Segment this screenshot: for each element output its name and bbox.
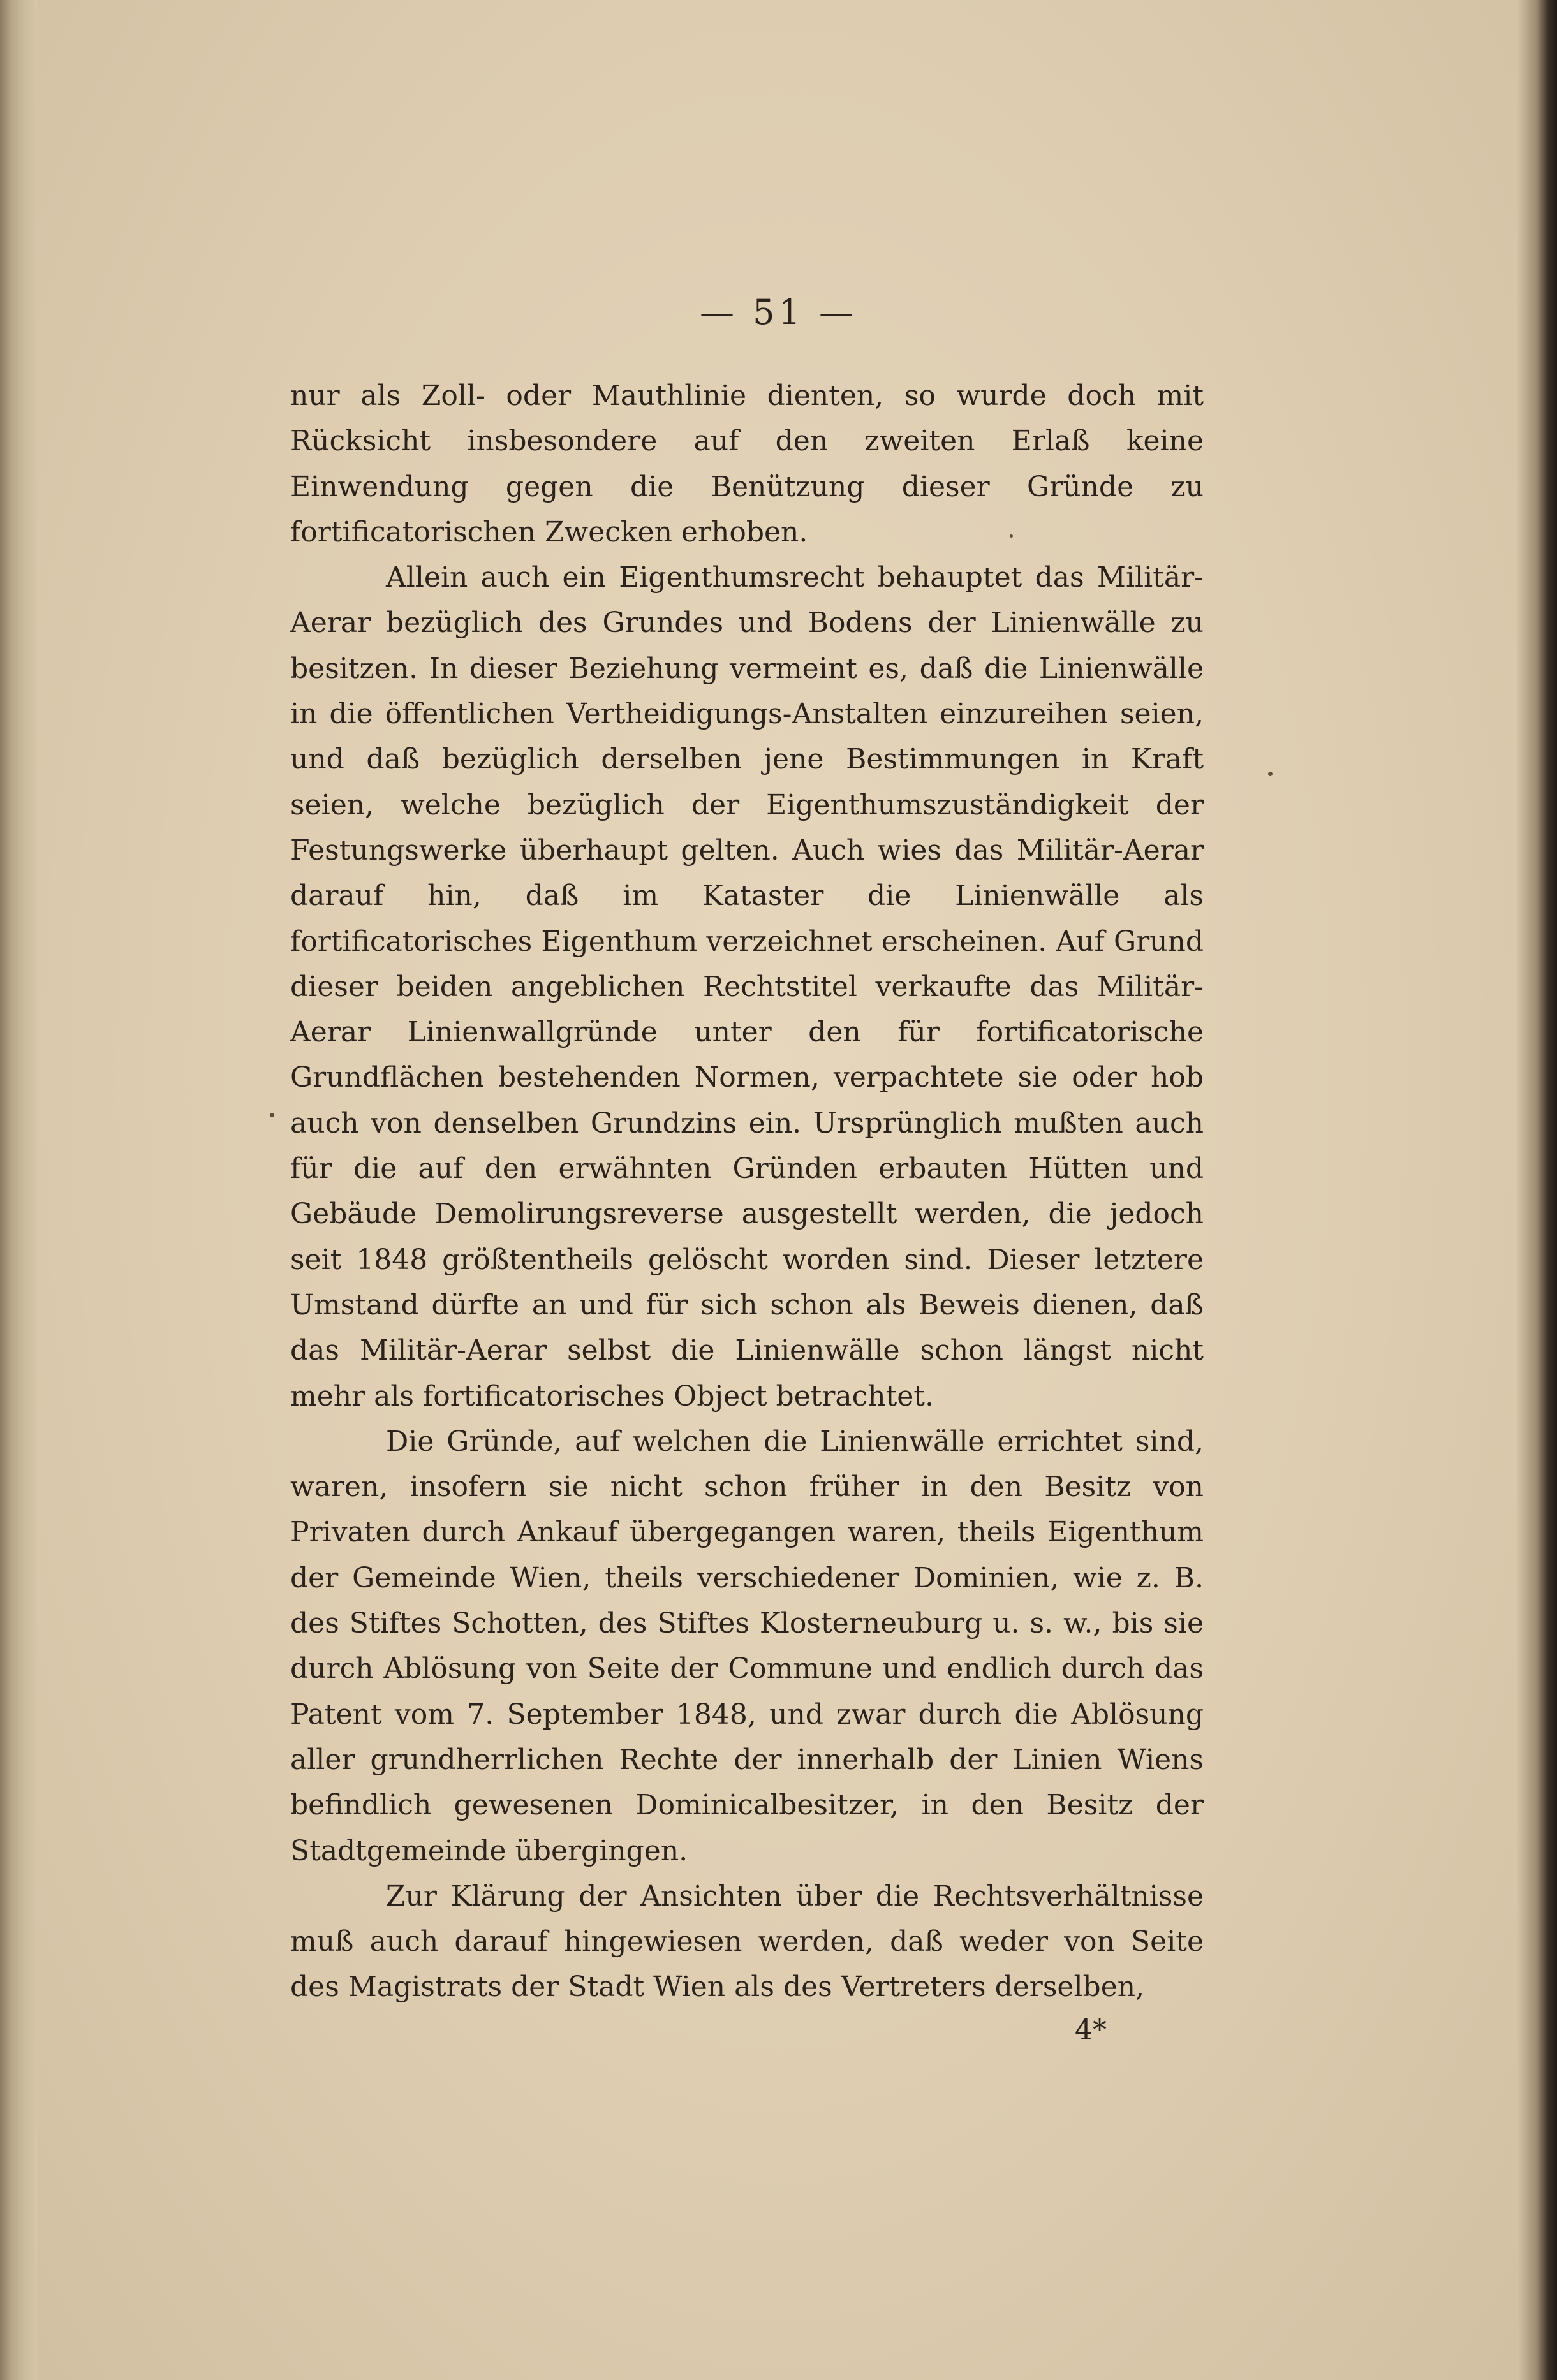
printer-signature-mark: 4* [1075, 2014, 1107, 2046]
paragraph: nur als Zoll- oder Mauthlinie dienten, so wurde doch mit Rücksicht insbesondere auf den zweiten Erlaß keine Einwendung gegen die Benützung dieser Gründe zu fortificatorischen Zwecken erhoben. [290, 379, 1204, 548]
book-spine-edge-left [0, 0, 37, 2380]
page-number: — 51 — [699, 292, 858, 332]
paragraph: Allein auch ein Eigenthumsrecht behauptet das Militär-Aerar bezüglich des Grundes und Bodens der Linienwälle zu besitzen. In dieser Beziehung vermeint es, daß die Linienwälle in die öffentlichen Vertheidigungs-Anstalten einzureihen seien, und daß bezüglich derselben jene Bestimmungen in Kraft seien, welche bezüglich der Eigenthumszuständigkeit der Festungswerke überhaupt gelten. Auch wies das Militär-Aerar darauf hin, daß im Kataster die Linienwälle als fortificatorisches Eigenthum verzeichnet erscheinen. Auf Grund dieser beiden angeblichen Rechtstitel verkaufte das Militär-Aerar Linienwallgründe unter den für fortificatorische Grundflächen bestehenden Normen, verpachtete sie oder hob auch von denselben Grundzins ein. Ursprünglich mußten auch für die auf den erwähnten Gründen erbauten Hütten und Gebäude Demolirungsreverse ausgestellt werden, die jedoch seit 1848 größtentheils gelöscht worden sind. Dieser letztere Umstand dürfte an und für sich schon als Beweis dienen, daß das Militär-Aerar selbst die Linienwälle schon längst nicht mehr als fortificatorisches Object betrachtet. [290, 561, 1204, 1413]
body-text [290, 373, 1204, 2010]
paper-speck [1268, 772, 1273, 776]
paper-speck [270, 1113, 274, 1117]
book-cover-edge-right [1517, 0, 1557, 2380]
paragraph: Zur Klärung der Ansichten über die Rechtsverhältnisse muß auch darauf hingewiesen werden, daß weder von Seite des Magistrats der Stadt Wien als des Vertreters derselben, [290, 1879, 1204, 2004]
paragraph: Die Gründe, auf welchen die Linienwälle errichtet sind, waren, insofern sie nicht schon früher in den Besitz von Privaten durch Ankauf übergegangen waren, theils Eigenthum der Gemeinde Wien, theils verschiedener Dominien, wie z. B. des Stiftes Schotten, des Stiftes Klosterneuburg u. s. w., bis sie durch Ablösung von Seite der Commune und endlich durch das Patent vom 7. September 1848, und zwar durch die Ablösung aller grundherrlichen Rechte der innerhalb der Linien Wiens befindlich gewesenen Dominicalbesitzer, in den Besitz der Stadtgemeinde übergingen. [290, 1425, 1204, 1867]
